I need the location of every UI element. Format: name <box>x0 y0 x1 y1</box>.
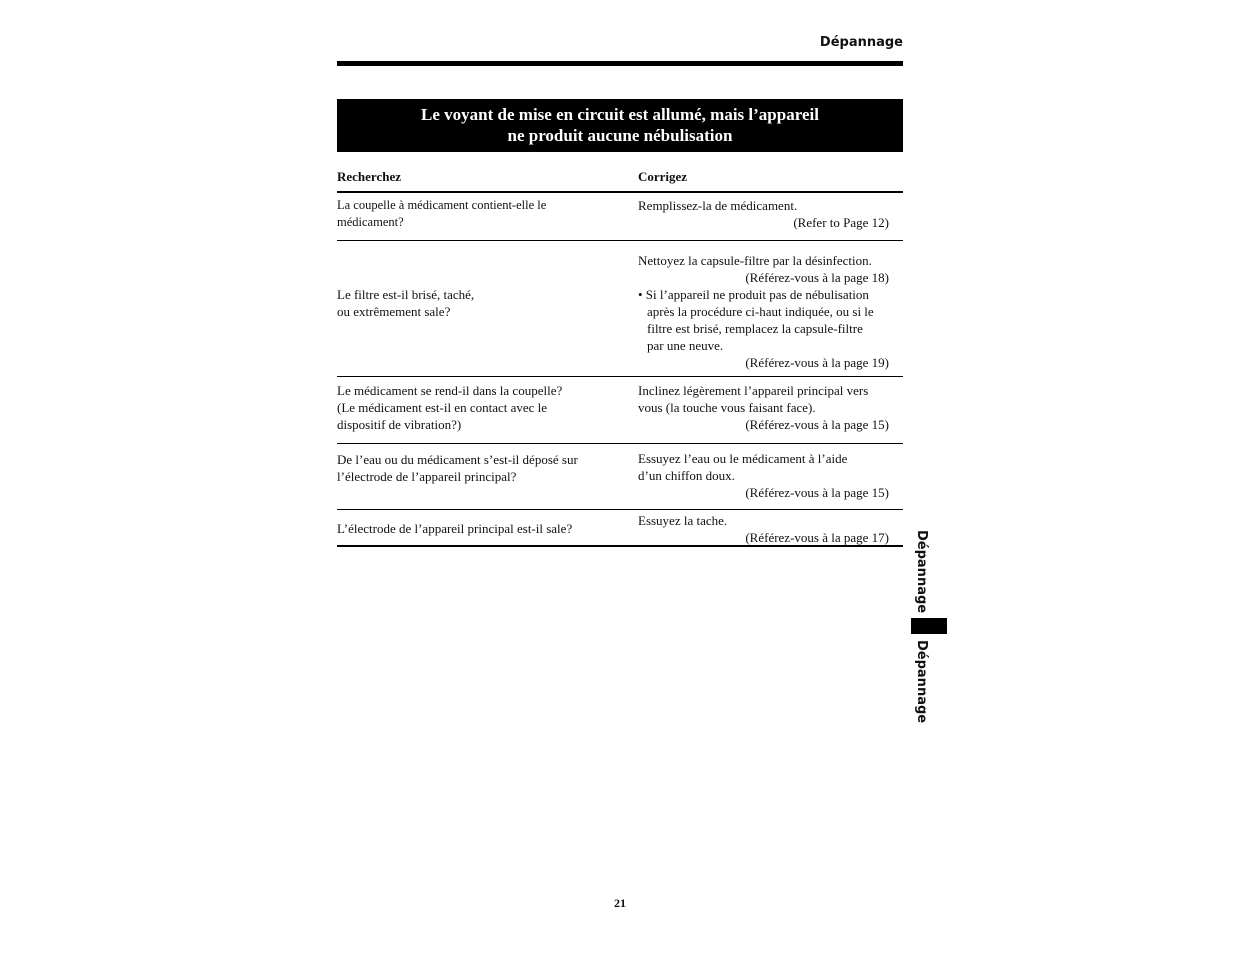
check-line: La coupelle à médicament contient-elle le <box>337 198 547 212</box>
fix-line: d’un chiffon doux. <box>638 468 735 483</box>
side-tab-label-lower: Dépannage <box>914 640 929 724</box>
check-line: Le médicament se rend-il dans la coupelle? <box>337 383 563 398</box>
table-row-1-fix <box>638 197 889 231</box>
check-line: Le filtre est-il brisé, taché, <box>337 287 475 302</box>
page-reference: (Référez-vous à la page 17) <box>745 530 889 545</box>
table-row-4-fix <box>638 450 889 501</box>
header-rule <box>337 61 903 66</box>
column-header-check: Recherchez <box>337 169 402 184</box>
fix-line: vous (la touche vous faisant face). <box>638 400 816 415</box>
page-reference: (Référez-vous à la page 18) <box>745 270 889 285</box>
column-header-fix: Corrigez <box>638 169 688 184</box>
row-divider <box>337 443 903 444</box>
page-reference: (Référez-vous à la page 19) <box>745 355 889 370</box>
bullet-line: après la procédure ci-haut indiquée, ou si le <box>647 304 874 319</box>
check-line: (Le médicament est-il en contact avec le <box>337 400 548 415</box>
table-header-rule <box>337 191 903 193</box>
table-row-3-check <box>337 382 562 433</box>
check-line: De l’eau ou du médicament s’est-il déposé sur <box>337 452 578 467</box>
check-line: l’électrode de l’appareil principal? <box>337 469 517 484</box>
check-line: L’électrode de l’appareil principal est-il sale? <box>337 521 573 536</box>
check-line: médicament? <box>337 215 404 229</box>
page-number: 21 <box>614 896 626 910</box>
table-row-2-fix <box>638 252 889 371</box>
fix-line: Essuyez l’eau ou le médicament à l’aide <box>638 451 848 466</box>
row-divider <box>337 240 903 241</box>
row-divider <box>337 376 903 377</box>
page-reference: (Refer to Page 12) <box>793 215 889 230</box>
section-title-line-1: Le voyant de mise en circuit est allumé, mais l’appareil <box>421 105 819 124</box>
bullet-line: par une neuve. <box>647 338 724 353</box>
fix-line: Remplissez-la de médicament. <box>638 198 798 213</box>
check-line: ou extrêmement sale? <box>337 304 451 319</box>
page-reference: (Référez-vous à la page 15) <box>745 485 889 500</box>
fix-line: Essuyez la tache. <box>638 513 728 528</box>
section-title-banner <box>337 99 903 152</box>
page-reference: (Référez-vous à la page 15) <box>745 417 889 432</box>
fix-line: Inclinez légèrement l’appareil principal vers <box>638 383 869 398</box>
row-divider <box>337 509 903 510</box>
table-row-2-check <box>337 286 474 320</box>
table-bottom-rule <box>337 545 903 547</box>
table-row-3-fix <box>638 382 889 433</box>
check-line: dispositif de vibration?) <box>337 417 462 432</box>
table-row-5-fix <box>638 512 889 546</box>
bullet-line: • Si l’appareil ne produit pas de nébulisation <box>638 287 869 302</box>
running-head: Dépannage <box>819 35 903 50</box>
fix-line: Nettoyez la capsule-filtre par la désinfection. <box>638 253 872 268</box>
table-row-5-check <box>337 520 572 537</box>
table-row-1-check <box>337 197 546 231</box>
side-tab-label-upper: Dépannage <box>914 530 929 614</box>
side-thumb-tab <box>911 530 947 730</box>
table-row-4-check <box>337 451 578 485</box>
section-title-line-2: ne produit aucune nébulisation <box>507 126 733 145</box>
bullet-line: filtre est brisé, remplacez la capsule-filtre <box>647 321 863 336</box>
side-tab-marker <box>911 618 947 634</box>
